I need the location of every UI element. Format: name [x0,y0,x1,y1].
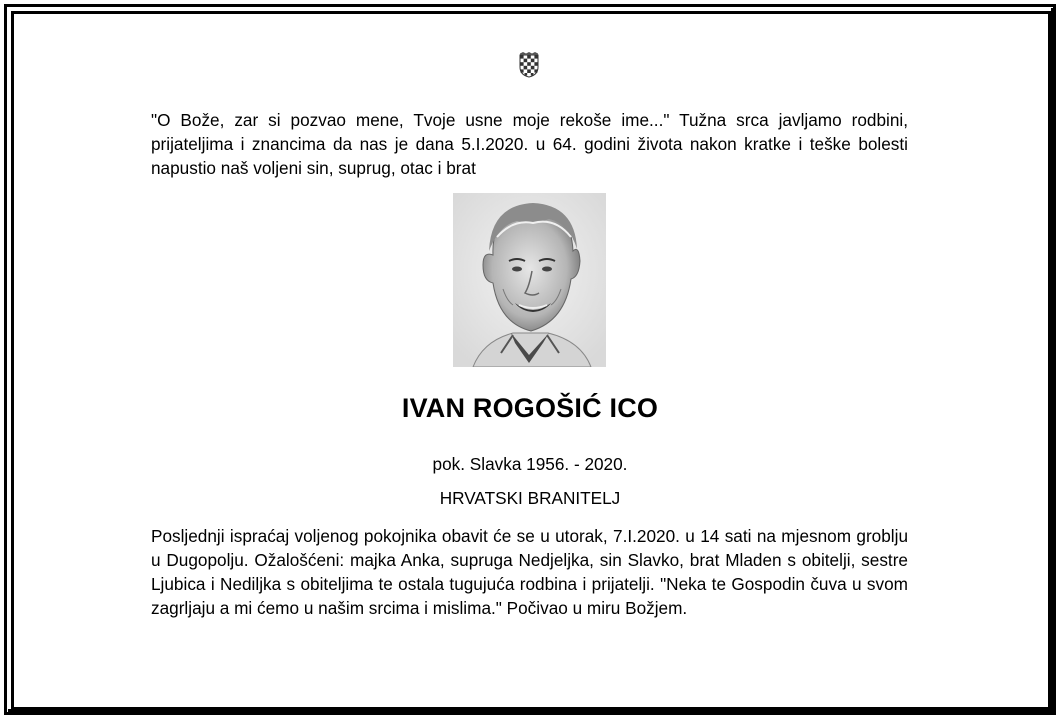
intro-paragraph: "O Bože, zar si pozvao mene, Tvoje usne moje rekoše ime..." Tužna srca javljamo rodbini, prijateljima i znancima da nas je dana 5.I.2020. u 64. godini života nakon kratke i teške bolesti napustio naš voljeni sin, suprug, otac i brat [151,110,908,178]
croatian-coat-of-arms-icon [519,52,539,78]
border-shadow-right [1051,8,1056,714]
parent-and-years: pok. Slavka 1956. - 2020. [432,454,628,474]
portrait-photo [453,193,606,367]
deceased-name: IVAN ROGOŠIĆ ICO [401,393,659,423]
funeral-paragraph: Posljednji ispraćaj voljenog pokojnika obavit će se u utorak, 7.I.2020. u 14 sati na mjesnom groblju u Dugopolju. Ožalošćeni: majka Anka, supruga Nedjeljka, sin Slavko, brat Mladen s obitelji, sestre Ljubica i Nediljka s obiteljima te ostala tugujuća rodbina i prijatelji. "Neka te Gospodin čuva u svom zagrljaju a mi ćemo u našim srcima i mislima." Počivao u miru Božjem. [151,526,908,618]
border-shadow-bottom [8,709,1056,714]
honorary-title: HRVATSKI BRANITELJ [439,488,621,508]
